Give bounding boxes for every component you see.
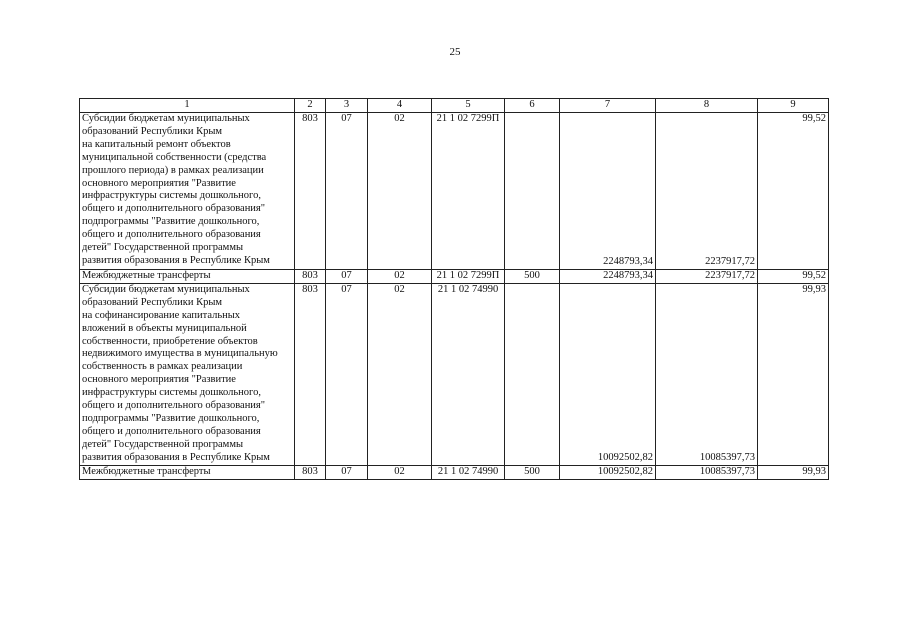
description-line: вложений в объекты муниципальной [82,322,247,334]
description-line: основного мероприятия "Развитие [82,177,236,189]
subsection-code: 02 [368,270,432,284]
description-line: подпрограммы "Развитие дошкольного, [82,412,260,424]
ministry-code: 803 [295,283,326,465]
target-article-code: 21 1 02 7299П [432,270,505,284]
header-cell: 5 [432,99,505,113]
execution-percent: 99,93 [758,465,829,479]
expense-type-code: 500 [505,465,560,479]
target-article-code: 21 1 02 7299П [432,113,505,270]
planned-amount: 10092502,82 [560,465,656,479]
planned-amount: 2248793,34 [560,270,656,284]
actual-amount: 10085397,73 [656,283,758,465]
actual-amount: 2237917,72 [656,270,758,284]
header-cell: 6 [505,99,560,113]
section-code: 07 [326,113,368,270]
header-cell: 9 [758,99,829,113]
actual-amount: 2237917,72 [656,113,758,270]
description-line: общего и дополнительного образования [82,425,261,437]
description-line: инфраструктуры системы дошкольного, [82,190,261,202]
execution-percent: 99,52 [758,270,829,284]
table-row [80,270,829,284]
description-line: детей" Государственной программы [82,438,244,450]
planned-amount: 2248793,34 [560,113,656,270]
description-line: муниципальной собственности (средства [82,151,267,163]
ministry-code: 803 [295,113,326,270]
description-line: Межбюджетные трансферты [82,270,211,281]
table-row [80,113,829,270]
ministry-code: 803 [295,270,326,284]
description-line: общего и дополнительного образования" [82,203,266,215]
description-line: общего и дополнительного образования [82,229,261,241]
row-description [80,283,295,465]
section-code: 07 [326,270,368,284]
actual-amount: 10085397,73 [656,465,758,479]
description-line: подпрограммы "Развитие дошкольного, [82,216,260,228]
description-line: прошлого периода) в рамках реализации [82,164,264,176]
description-line: детей" Государственной программы [82,242,244,254]
subsection-code: 02 [368,465,432,479]
table-header-row [80,99,829,113]
section-code: 07 [326,283,368,465]
description-line: основного мероприятия "Развитие [82,374,236,386]
description-line: развития образования в Республике Крым [82,254,270,266]
description-line: Межбюджетные трансферты [82,465,211,477]
row-description [80,113,295,270]
ministry-code: 803 [295,465,326,479]
target-article-code: 21 1 02 74990 [432,283,505,465]
header-cell: 4 [368,99,432,113]
expense-type-code: 500 [505,270,560,284]
description-line: образований Республики Крым [82,296,223,308]
row-description [80,465,295,479]
expense-type-code [505,283,560,465]
planned-amount: 10092502,82 [560,283,656,465]
execution-percent: 99,52 [758,113,829,270]
description-line: развития образования в Республике Крым [82,451,270,463]
description-line: Субсидии бюджетам муниципальных [82,283,250,295]
header-cell: 3 [326,99,368,113]
header-cell: 7 [560,99,656,113]
header-cell: 8 [656,99,758,113]
budget-table [79,98,829,480]
table-row [80,465,829,479]
execution-percent: 99,93 [758,283,829,465]
description-line: общего и дополнительного образования" [82,400,266,412]
page-number: 25 [449,46,461,58]
expense-type-code [505,113,560,270]
subsection-code: 02 [368,283,432,465]
description-line: Субсидии бюджетам муниципальных [82,113,250,124]
table-row [80,283,829,465]
description-line: инфраструктуры системы дошкольного, [82,387,261,399]
description-line: на капитальный ремонт объектов [82,138,231,150]
description-line: собственности, приобретение объектов [82,335,258,347]
description-line: на софинансирование капитальных [82,309,241,321]
description-line: собственность в рамках реализации [82,361,243,373]
target-article-code: 21 1 02 74990 [432,465,505,479]
header-cell: 2 [295,99,326,113]
description-line: недвижимого имущества в муниципальную [82,348,278,360]
header-cell: 1 [80,99,295,113]
subsection-code: 02 [368,113,432,270]
description-line: образований Республики Крым [82,125,223,137]
row-description [80,270,295,284]
section-code: 07 [326,465,368,479]
